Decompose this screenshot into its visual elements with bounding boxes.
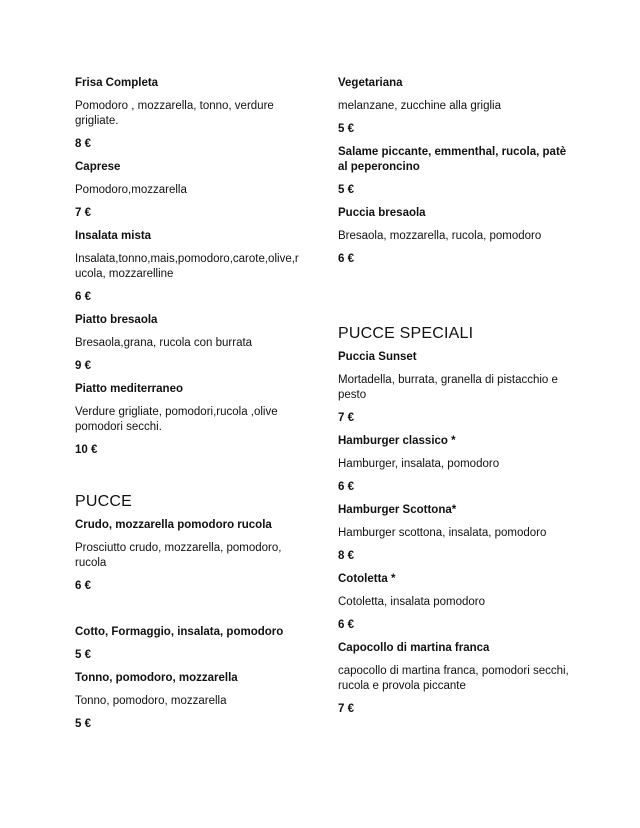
item-title: Hamburger Scottona* bbox=[338, 504, 457, 516]
item-description: Pomodoro , mozzarella, tonno, verdure grigliate. bbox=[75, 100, 274, 127]
item-description: Prosciutto crudo, mozzarella, pomodoro, rucola bbox=[75, 542, 282, 569]
section-heading: PUCCE bbox=[75, 493, 133, 510]
item-description: Bresaola,grana, rucola con burrata bbox=[75, 337, 253, 349]
item-description: Bresaola, mozzarella, rucola, pomodoro bbox=[338, 230, 542, 242]
item-price: 6 € bbox=[75, 291, 91, 303]
item-title: Capocollo di martina franca bbox=[338, 642, 490, 654]
menu-column-left bbox=[75, 76, 315, 740]
item-price: 7 € bbox=[338, 412, 354, 424]
item-description: Hamburger scottona, insalata, pomodoro bbox=[338, 527, 547, 539]
item-title: Vegetariana bbox=[338, 77, 403, 89]
item-title: Caprese bbox=[75, 161, 121, 173]
item-description: Pomodoro,mozzarella bbox=[75, 184, 187, 196]
item-title: Tonno, pomodoro, mozzarella bbox=[75, 672, 238, 684]
item-title: Salame piccante, emmenthal, rucola, patè al peperoncino bbox=[338, 146, 567, 173]
spacer bbox=[75, 602, 315, 625]
item-price: 5 € bbox=[75, 718, 91, 730]
item-title: Puccia Sunset bbox=[338, 351, 417, 363]
item-price: 7 € bbox=[338, 703, 354, 715]
item-price: 6 € bbox=[338, 481, 354, 493]
item-description: Verdure grigliate, pomodori,rucola ,olive pomodori secchi. bbox=[75, 406, 278, 433]
item-price: 5 € bbox=[75, 649, 91, 661]
spacer bbox=[75, 466, 315, 492]
menu-column-right bbox=[338, 76, 573, 725]
item-description: Mortadella, burrata, granella di pistacchio e pesto bbox=[338, 374, 558, 401]
item-price: 8 € bbox=[338, 550, 354, 562]
item-description: Tonno, pomodoro, mozzarella bbox=[75, 695, 227, 707]
item-price: 6 € bbox=[75, 580, 91, 592]
item-price: 9 € bbox=[75, 360, 91, 372]
item-title: Puccia bresaola bbox=[338, 207, 426, 219]
item-description: capocollo di martina franca, pomodori secchi, rucola e provola piccante bbox=[338, 665, 569, 692]
spacer bbox=[338, 275, 573, 324]
item-price: 10 € bbox=[75, 444, 98, 456]
item-title: Piatto bresaola bbox=[75, 314, 158, 326]
item-price: 6 € bbox=[338, 253, 354, 265]
item-description: Hamburger, insalata, pomodoro bbox=[338, 458, 500, 470]
item-description: melanzane, zucchine alla griglia bbox=[338, 100, 502, 112]
item-price: 5 € bbox=[338, 184, 354, 196]
item-title: Frisa Completa bbox=[75, 77, 159, 89]
item-price: 7 € bbox=[75, 207, 91, 219]
item-description: Insalata,tonno,mais,pomodoro,carote,olive,r ucola, mozzarelline bbox=[75, 253, 299, 280]
item-title: Cotoletta * bbox=[338, 573, 396, 585]
item-title: Hamburger classico * bbox=[338, 435, 456, 447]
item-price: 6 € bbox=[338, 619, 354, 631]
item-title: Piatto mediterraneo bbox=[75, 383, 183, 395]
item-price: 5 € bbox=[338, 123, 354, 135]
item-description: Cotoletta, insalata pomodoro bbox=[338, 596, 486, 608]
item-title: Insalata mista bbox=[75, 230, 152, 242]
section-heading: PUCCE SPECIALI bbox=[338, 325, 474, 342]
item-title: Crudo, mozzarella pomodoro rucola bbox=[75, 519, 272, 531]
item-title: Cotto, Formaggio, insalata, pomodoro bbox=[75, 626, 284, 638]
item-price: 8 € bbox=[75, 138, 91, 150]
